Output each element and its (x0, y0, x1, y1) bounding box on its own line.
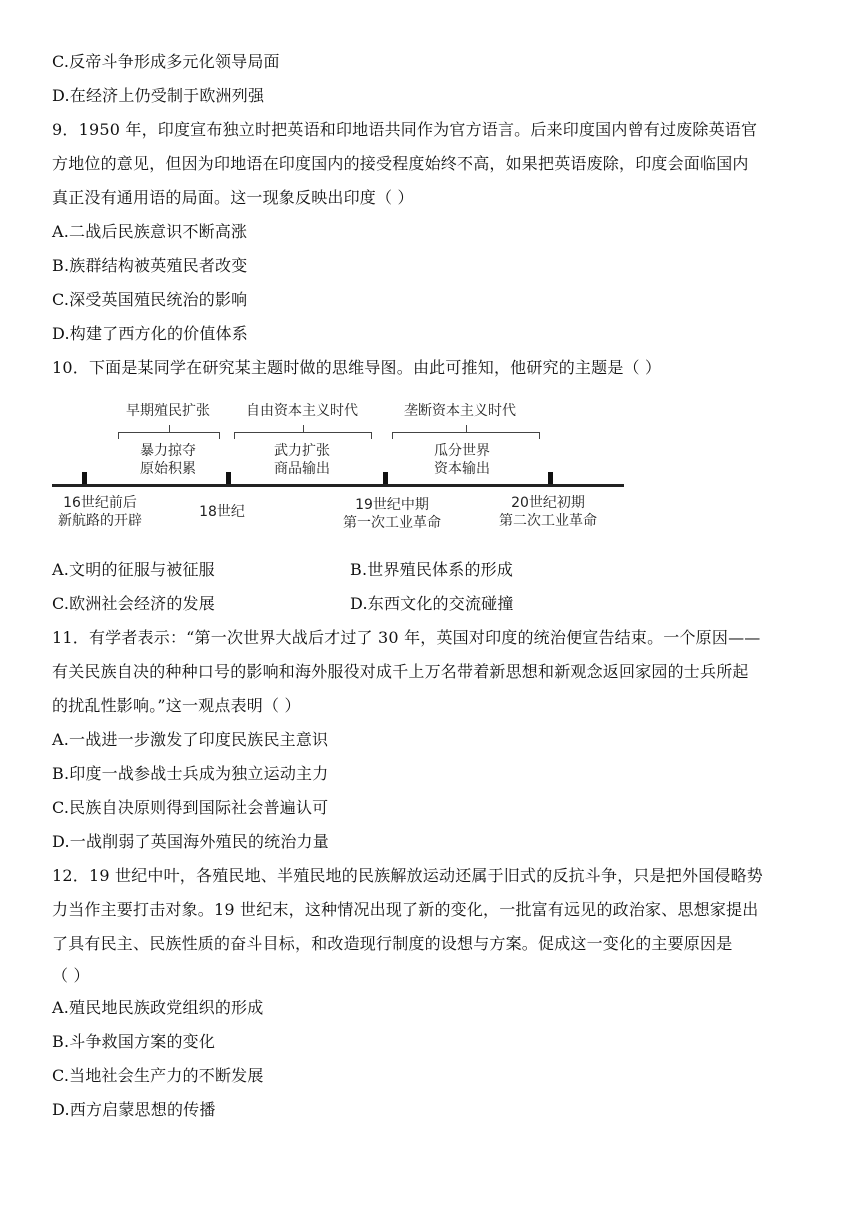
option-12d: D.西方启蒙思想的传播 (52, 1100, 216, 1119)
option-10a: A.文明的征服与被征服 (52, 560, 215, 579)
question-11-line-1: 11．有学者表示：“第一次世界大战后才过了 30 年，英国对印度的统治便宣告结束。一个原因—— (52, 628, 761, 647)
option-9d: D.构建了西方化的价值体系 (52, 324, 248, 343)
timeline-tick-4 (548, 472, 553, 484)
option-9b: B.族群结构被英殖民者改变 (52, 256, 248, 275)
option-12c: C.当地社会生产力的不断发展 (52, 1066, 264, 1085)
option-12a: A.殖民地民族政党组织的形成 (52, 998, 264, 1017)
feature-label-3a: 瓜分世界 (434, 443, 490, 459)
bracket-free-capitalism (234, 432, 372, 439)
feature-label-1a: 暴力掠夺 (140, 443, 196, 459)
question-9-line-3: 真正没有通用语的局面。这一现象反映出印度（ ） (52, 188, 414, 207)
timeline-tick-1 (82, 472, 87, 484)
question-9-line-1: 9．1950 年，印度宣布独立时把英语和印地语共同作为官方语言。后来印度国内曾有过废除英语官 (52, 120, 758, 139)
feature-label-2b: 商品输出 (274, 461, 330, 477)
option-12b: B.斗争救国方案的变化 (52, 1032, 216, 1051)
time-label-3a: 19世纪中期 (355, 497, 429, 513)
option-8d: D.在经济上仍受制于欧洲列强 (52, 86, 265, 105)
period-label-monopoly-capitalism: 垄断资本主义时代 (404, 403, 516, 419)
option-11b: B.印度一战参战士兵成为独立运动主力 (52, 764, 329, 783)
option-10c: C.欧洲社会经济的发展 (52, 594, 215, 613)
bracket-monopoly-capitalism (392, 432, 540, 439)
option-9a: A.二战后民族意识不断高涨 (52, 222, 248, 241)
time-label-4a: 20世纪初期 (511, 495, 585, 511)
question-10-line-1: 10．下面是某同学在研究某主题时做的思维导图。由此可推知，他研究的主题是（ ） (52, 358, 662, 377)
bracket-early-colonial (118, 432, 220, 439)
time-label-3b: 第一次工业革命 (343, 515, 441, 531)
option-11c: C.民族自决原则得到国际社会普遍认可 (52, 798, 329, 817)
timeline-tick-2 (226, 472, 231, 484)
question-9-line-2: 方地位的意见，但因为印地语在印度国内的接受程度始终不高，如果把英语废除，印度会面临国内 (52, 154, 749, 173)
question-11-line-3: 的扰乱性影响。”这一观点表明（ ） (52, 696, 301, 715)
timeline-axis (52, 484, 624, 487)
option-11d: D.一战削弱了英国海外殖民的统治力量 (52, 832, 329, 851)
feature-label-3b: 资本输出 (434, 461, 490, 477)
mind-map-timeline (52, 398, 632, 540)
question-12-line-2: 力当作主要打击对象。19 世纪末，这种情况出现了新的变化，一批富有远见的政治家、思想家提出 (52, 900, 759, 919)
question-11-line-2: 有关民族自决的种种口号的影响和海外服役对成千上万名带着新思想和新观念返回家园的士兵所起 (52, 662, 749, 681)
question-12-line-1: 12．19 世纪中叶，各殖民地、半殖民地的民族解放运动还属于旧式的反抗斗争，只是把外国侵略势 (52, 866, 764, 885)
question-12-line-3: 了具有民主、民族性质的奋斗目标，和改造现行制度的设想与方案。促成这一变化的主要原因是 (52, 934, 733, 953)
option-10b: B.世界殖民体系的形成 (350, 560, 514, 579)
question-12-line-4: （ ） (52, 966, 90, 985)
option-11a: A.一战进一步激发了印度民族民主意识 (52, 730, 329, 749)
option-9c: C.深受英国殖民统治的影响 (52, 290, 248, 309)
feature-label-1b: 原始积累 (140, 461, 196, 477)
period-label-early-colonial: 早期殖民扩张 (126, 403, 210, 419)
question-10-options-row-1 (52, 560, 812, 580)
timeline-tick-3 (383, 472, 388, 484)
period-label-free-capitalism: 自由资本主义时代 (246, 403, 358, 419)
time-label-1a: 16世纪前后 (63, 495, 137, 511)
question-10-options-row-2 (52, 594, 812, 614)
option-8c: C.反帝斗争形成多元化领导局面 (52, 52, 280, 71)
feature-label-2a: 武力扩张 (274, 443, 330, 459)
time-label-2: 18世纪 (199, 504, 245, 520)
time-label-4b: 第二次工业革命 (499, 513, 597, 529)
time-label-1b: 新航路的开辟 (58, 513, 142, 529)
option-10d: D.东西文化的交流碰撞 (350, 594, 514, 613)
